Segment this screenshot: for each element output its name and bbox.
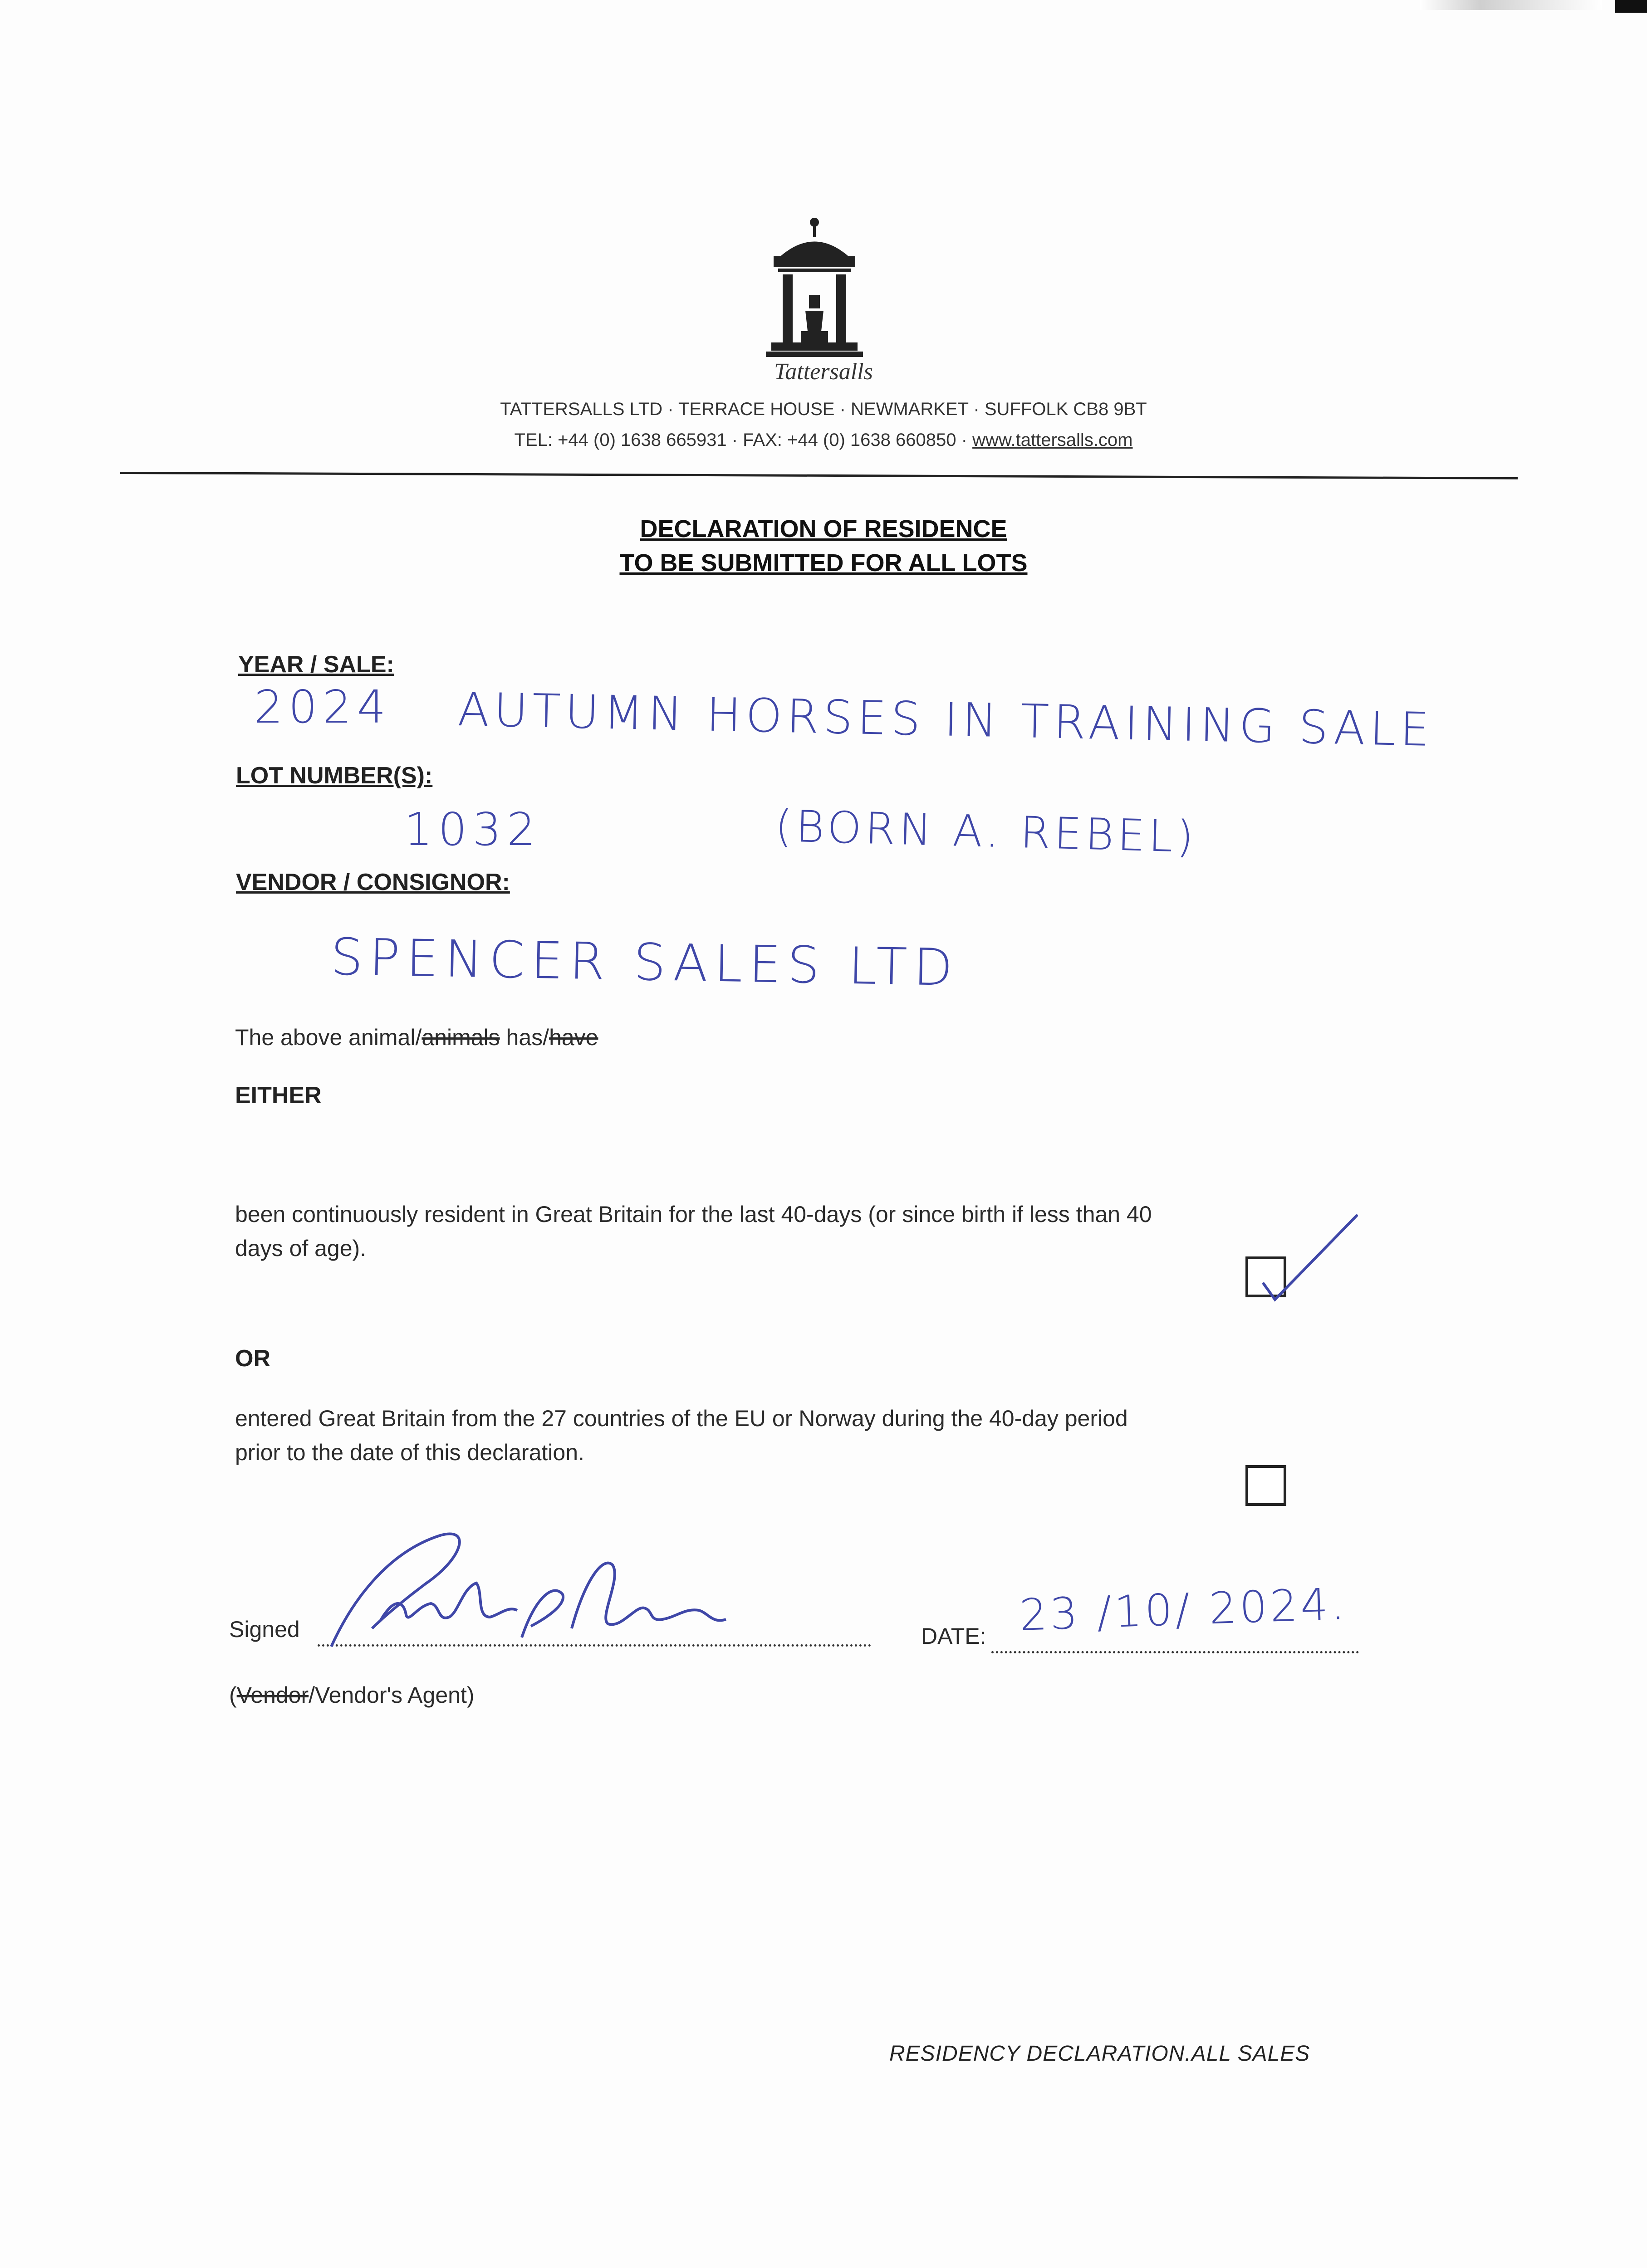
or-label: OR [235,1345,270,1372]
scan-corner-mark [1615,0,1647,13]
year-value[interactable]: 2024 [254,680,392,733]
checkmark-icon [1255,1207,1363,1306]
option1-line2: days of age). [235,1236,367,1261]
option2-text [235,1402,1415,1470]
role-open-paren: ( [229,1682,237,1708]
either-label: EITHER [235,1082,322,1109]
struck-animals: animals [422,1025,500,1050]
lot-number-value[interactable]: 1032 [404,803,541,856]
lot-number-label: LOT NUMBER(S): [236,763,433,789]
statement-part2: has/ [500,1025,549,1050]
website-link[interactable]: www.tattersalls.com [972,430,1133,450]
company-contact-line [363,430,1284,450]
signatory-role [229,1678,475,1712]
statement-intro [235,1021,598,1055]
date-line[interactable] [991,1651,1359,1653]
pavilion-logo-icon [762,213,867,363]
year-sale-label: YEAR / SALE: [238,651,394,678]
struck-have: have [549,1025,598,1050]
header-divider [120,472,1518,479]
sale-value[interactable]: AUTUMN HORSES IN TRAINING SALE [457,683,1435,758]
scan-edge-mark [1420,0,1602,10]
contact-details: TEL: +44 (0) 1638 665931 · FAX: +44 (0) 1638 660850 · [514,430,967,450]
document-footer-code: RESIDENCY DECLARATION.ALL SALES [889,2042,1310,2066]
statement-part1: The above animal/ [235,1025,422,1050]
option2-line1: entered Great Britain from the 27 countries of the EU or Norway during the 40-day period [235,1406,1128,1431]
vendor-label: VENDOR / CONSIGNOR: [236,869,510,895]
signature-image [327,1515,735,1660]
option2-checkbox[interactable] [1245,1465,1286,1506]
option1-text [235,1198,1415,1266]
date-label: DATE: [921,1623,986,1649]
role-struck-vendor: Vendor [236,1682,309,1708]
document-subtitle: TO BE SUBMITTED FOR ALL LOTS [619,549,1028,577]
date-value[interactable]: 23 /10/ 2024. [1019,1578,1348,1641]
role-vendor-agent: /Vendor's Agent) [309,1682,475,1708]
brand-name: Tattersalls [774,359,873,385]
vendor-value[interactable]: SPENCER SALES LTD [330,928,960,998]
document-title: DECLARATION OF RESIDENCE [640,515,1007,543]
option2-line2: prior to the date of this declaration. [235,1440,584,1465]
company-address: TATTERSALLS LTD · TERRACE HOUSE · NEWMARKET · SUFFOLK CB8 9BT [500,399,1147,419]
signed-label: Signed [229,1617,300,1642]
lot-note: (BORN A. REBEL) [774,801,1198,863]
option1-line1: been continuously resident in Great Britain for the last 40-days (or since birth if less than 40 [235,1202,1152,1227]
